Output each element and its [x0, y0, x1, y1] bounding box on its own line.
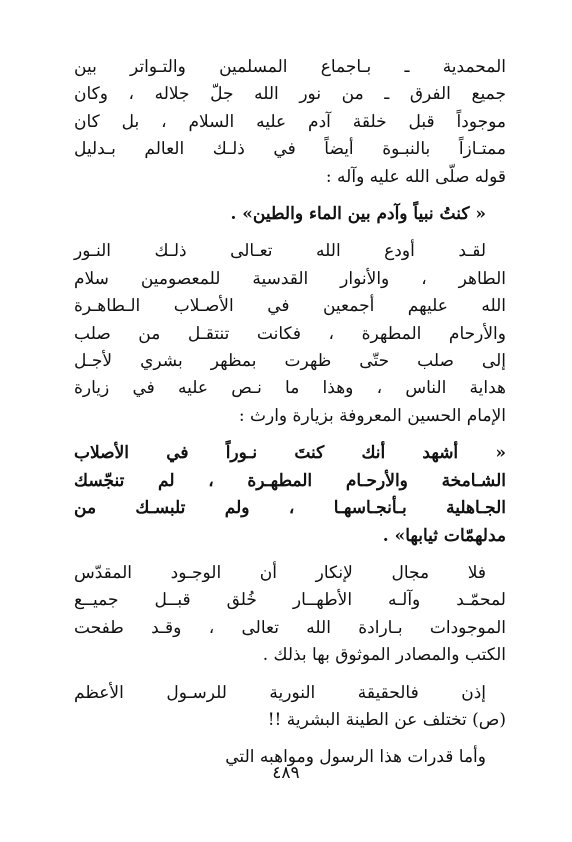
quote-line: الشـامخة والأرحـام المطهـرة ، لم تنجّسك [74, 470, 506, 491]
text-line: هداية الناس ، وهذا ما نـص عليه في زيارة [74, 378, 506, 399]
body-paragraph [74, 238, 506, 430]
body-paragraph [74, 54, 506, 191]
text-line: الموجودات بـارادة الله تعالى ، وقـد طفحت [74, 617, 506, 638]
text-line: والأرحام المطهرة ، فكانت تنتقـل من صلب [74, 323, 506, 344]
text-line: فلا مجال لإنكار أن الوجـود المقدّس [74, 562, 486, 583]
text-line: (ص) تختلف عن الطينة البشرية !! [267, 709, 506, 730]
page-body [74, 54, 506, 772]
text-line: ممتـازاً بالنبـوة أيضاً في ذلـك العالم بـدليل [74, 139, 506, 160]
body-paragraph [74, 560, 506, 670]
quote-line: « كنتُ نبياً وآدم بين الماء والطين» . [230, 204, 486, 225]
text-line: جميع الفرق ـ من نور الله جلّ جلاله ، وكان [74, 84, 506, 105]
quote-line: الجـاهلية بـأنجـاسهـا ، ولم تلبسـك من [74, 498, 506, 519]
text-line: قوله صلّى الله عليه وآله : [325, 166, 506, 187]
body-paragraph [74, 680, 506, 735]
text-line: موجوداً قبل خلقة آدم عليه السلام ، بل كان [74, 111, 506, 132]
text-line: الكتب والمصادر الموثوق بها بذلك . [262, 645, 506, 666]
page-number: ٤٨٩ [272, 763, 300, 783]
text-line: الله عليهم أجمعين في الأصـلاب الـطاهـرة [74, 296, 506, 317]
ziyarah-quote [74, 440, 506, 550]
text-line: لقـد أودع الله تعـالى ذلـك النـور [74, 241, 486, 262]
quote-line: مدلهمّات ثيابها» . [382, 525, 506, 546]
text-line: إذن فالحقيقة النورية للرسـول الأعظم [74, 682, 486, 703]
text-line: وأما قدرات هذا الرسول ومواهبه التي [225, 747, 486, 768]
hadith-quote [74, 201, 506, 228]
text-line: الإمام الحسين المعروفة بزيارة وارث : [238, 405, 506, 426]
text-line: إلى صلب حتّى ظهرت بمظهر بشري لأجـل [74, 351, 506, 372]
text-line: الطاهر ، والأنوار القدسية للمعصومين سلام [74, 268, 506, 289]
text-line: المحمدية ـ بـاجماع المسلمين والتـواتر بين [74, 57, 506, 77]
text-line: لمحمّـد وآلـه الأطهــار خُلق قبــل جميــع [74, 590, 506, 611]
quote-line: « أشهد أنك كنتَ نـوراً في الأصلاب [74, 443, 506, 464]
